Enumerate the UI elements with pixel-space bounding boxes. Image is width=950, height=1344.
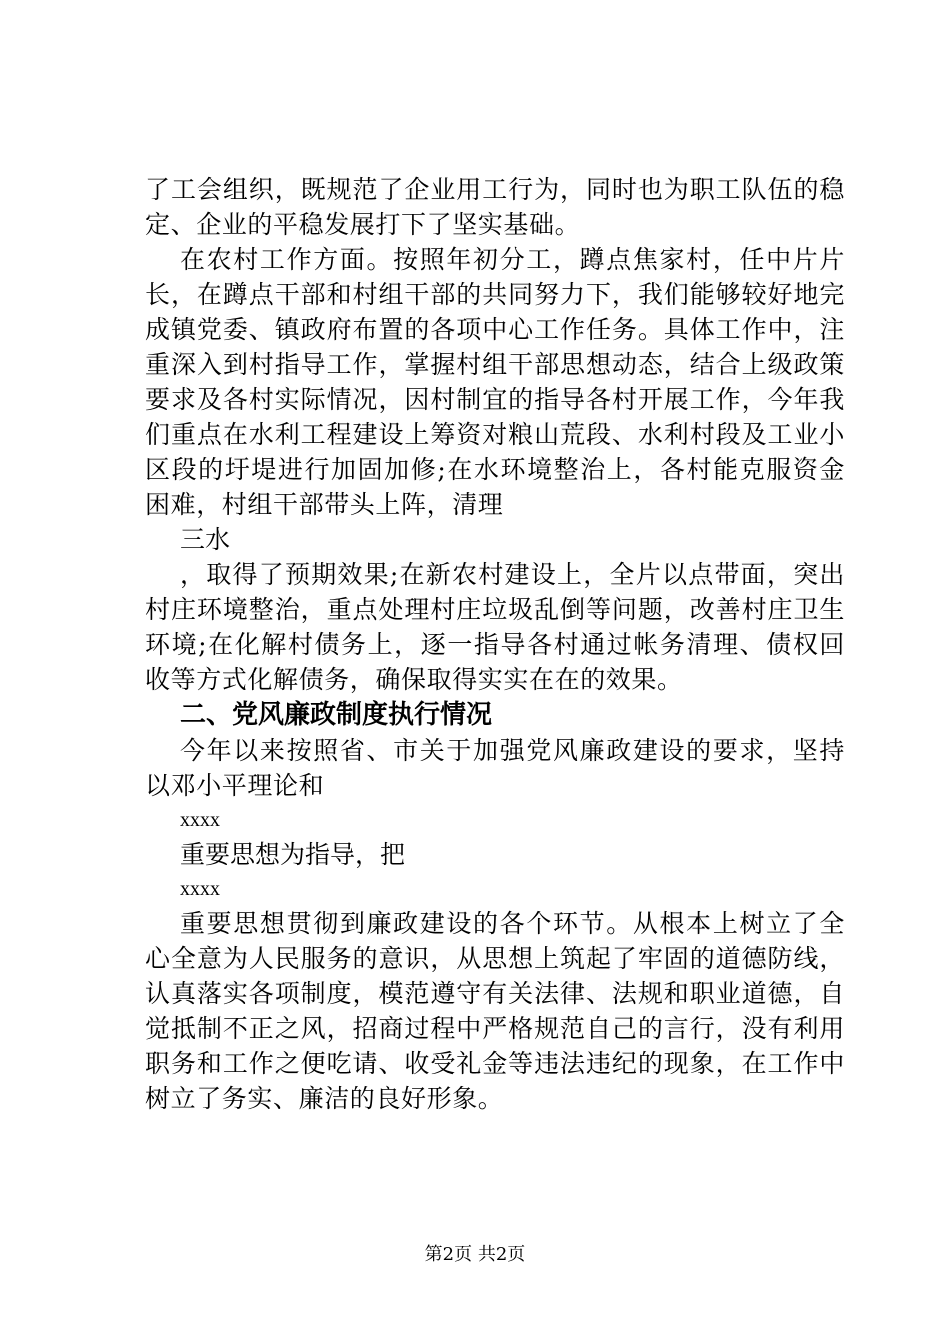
paragraph-anticorruption-body: 重要思想贯彻到廉政建设的各个环节。从根本上树立了全心全意为人民服务的意识，从思想上筑起了牢固的道德防线，认真落实各项制度，模范遵守有关法律、法规和职业道德，自觉抵制不正之风，招商过程中严格规范自己的言行，没有利用职务和工作之便吃请、收受礼金等违法违纪的现象，在工作中树立了务实、廉洁的良好形象。	[145, 909, 845, 1113]
page-footer: 第2页 共2页	[424, 1244, 526, 1265]
paragraph-guidance: 重要思想为指导，把	[180, 840, 406, 869]
paragraph-results: ，取得了预期效果;在新农村建设上，全片以点带面，突出村庄环境整治，重点处理村庄垃圾乱倒等问题，改善村庄卫生环境;在化解村债务上，逐一指导各村通过帐务清理、债权回收等方式化解债务，确保取得实实在在的效果。	[145, 560, 845, 694]
placeholder-text-1: xxxx	[180, 809, 220, 831]
document-body	[145, 172, 845, 1116]
paragraph-rural-work: 在农村工作方面。按照年初分工，蹲点焦家村，任中片片长，在蹲点干部和村组干部的共同努力下，我们能够较好地完成镇党委、镇政府布置的各项中心工作任务。具体工作中，注重深入到村指导工作，掌握村组干部思想动态，结合上级政策要求及各村实际情况，因村制宜的指导各村开展工作，今年我们重点在水利工程建设上筹资对粮山荒段、水利村段及工业小区段的圩堤进行加固加修;在水环境整治上，各村能克服资金困难，村组干部带头上阵，清理	[145, 245, 845, 519]
paragraph-fragment-sanshui: 三水	[180, 525, 231, 554]
paragraph-anticorruption-intro: 今年以来按照省、市关于加强党风廉政建设的要求，坚持以邓小平理论和	[145, 736, 845, 800]
paragraph-continuation: 了工会组织，既规范了企业用工行为，同时也为职工队伍的稳定、企业的平稳发展打下了坚实基础。	[145, 175, 845, 239]
placeholder-text-2: xxxx	[180, 878, 220, 900]
section-heading: 二、党风廉政制度执行情况	[180, 700, 493, 730]
